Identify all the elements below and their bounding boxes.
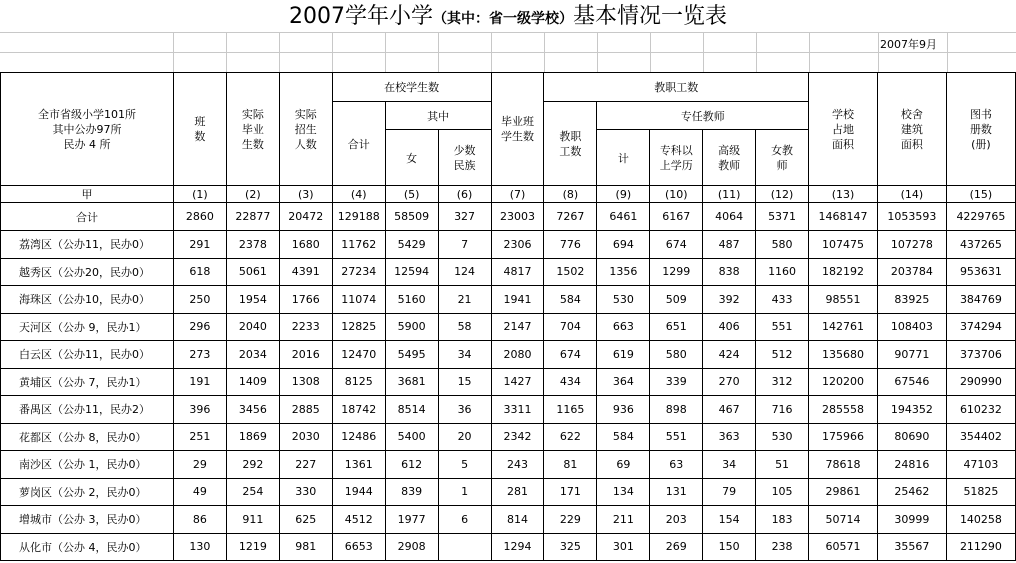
index-cell: (13) <box>809 186 878 203</box>
data-cell: 120200 <box>809 368 878 396</box>
data-cell: 69 <box>597 451 650 479</box>
data-cell: 2030 <box>279 423 332 451</box>
data-cell: 1299 <box>650 258 703 286</box>
data-cell: 105 <box>756 478 809 506</box>
data-cell: 406 <box>703 313 756 341</box>
header-t-senior: 高级教师 <box>703 130 756 186</box>
data-cell: 58509 <box>385 203 438 231</box>
index-cell: (9) <box>597 186 650 203</box>
data-cell: 21 <box>438 286 491 314</box>
desc-line-1: 全市省级小学101所 <box>37 107 136 121</box>
data-cell: 584 <box>597 423 650 451</box>
data-cell: 108403 <box>877 313 946 341</box>
data-cell: 1294 <box>491 533 544 561</box>
data-cell: 364 <box>597 368 650 396</box>
data-cell: 81 <box>544 451 597 479</box>
header-total: 合计 <box>332 102 385 186</box>
data-cell: 182192 <box>809 258 878 286</box>
data-cell: 354402 <box>946 423 1015 451</box>
data-cell: 4817 <box>491 258 544 286</box>
data-cell: 78618 <box>809 451 878 479</box>
data-cell: 4229765 <box>946 203 1015 231</box>
data-cell: 2306 <box>491 231 544 259</box>
data-cell: 238 <box>756 533 809 561</box>
data-cell: 651 <box>650 313 703 341</box>
data-cell: 1 <box>438 478 491 506</box>
data-cell: 1160 <box>756 258 809 286</box>
data-cell: 79 <box>703 478 756 506</box>
data-cell: 35567 <box>877 533 946 561</box>
data-cell: 467 <box>703 396 756 424</box>
data-cell: 27234 <box>332 258 385 286</box>
data-cell: 1356 <box>597 258 650 286</box>
data-cell: 610232 <box>946 396 1015 424</box>
data-cell: 98551 <box>809 286 878 314</box>
data-cell: 6461 <box>597 203 650 231</box>
data-cell: 15 <box>438 368 491 396</box>
data-cell: 392 <box>703 286 756 314</box>
data-cell: 140258 <box>946 506 1015 534</box>
data-cell: 80690 <box>877 423 946 451</box>
header-t-college: 专科以上学历 <box>650 130 703 186</box>
data-cell: 2233 <box>279 313 332 341</box>
data-cell: 6 <box>438 506 491 534</box>
data-cell: 487 <box>703 231 756 259</box>
header-t-female: 女教师 <box>756 130 809 186</box>
data-cell: 584 <box>544 286 597 314</box>
header-t-total: 计 <box>597 130 650 186</box>
index-cell: (10) <box>650 186 703 203</box>
data-cell: 1502 <box>544 258 597 286</box>
data-cell: 34 <box>703 451 756 479</box>
data-cell: 704 <box>544 313 597 341</box>
header-books: 图书册数(册) <box>946 73 1015 186</box>
data-cell: 285558 <box>809 396 878 424</box>
data-cell: 612 <box>385 451 438 479</box>
data-cell: 1053593 <box>877 203 946 231</box>
report-date: 2007年9月 <box>880 38 937 51</box>
data-cell: 2342 <box>491 423 544 451</box>
data-cell: 694 <box>597 231 650 259</box>
data-cell: 296 <box>173 313 226 341</box>
data-cell: 130 <box>173 533 226 561</box>
data-cell: 211290 <box>946 533 1015 561</box>
data-cell: 373706 <box>946 341 1015 369</box>
data-cell: 67546 <box>877 368 946 396</box>
data-cell: 12825 <box>332 313 385 341</box>
data-cell: 131 <box>650 478 703 506</box>
data-cell: 339 <box>650 368 703 396</box>
data-cell: 12470 <box>332 341 385 369</box>
table-row <box>1 478 1016 506</box>
data-cell: 776 <box>544 231 597 259</box>
data-cell: 4512 <box>332 506 385 534</box>
table-row <box>1 396 1016 424</box>
data-cell: 63 <box>650 451 703 479</box>
data-cell: 384769 <box>946 286 1015 314</box>
data-cell: 25462 <box>877 478 946 506</box>
data-cell: 2378 <box>226 231 279 259</box>
data-cell: 1954 <box>226 286 279 314</box>
row-label: 番禺区（公办11，民办2） <box>1 396 174 424</box>
index-cell: (2) <box>226 186 279 203</box>
data-cell: 51825 <box>946 478 1015 506</box>
row-label: 海珠区（公办10，民办0） <box>1 286 174 314</box>
data-cell: 154 <box>703 506 756 534</box>
data-cell: 1165 <box>544 396 597 424</box>
table-row <box>1 341 1016 369</box>
data-cell: 229 <box>544 506 597 534</box>
data-cell: 29 <box>173 451 226 479</box>
data-cell: 211 <box>597 506 650 534</box>
index-cell: (6) <box>438 186 491 203</box>
table-row <box>1 286 1016 314</box>
data-cell: 301 <box>597 533 650 561</box>
data-cell: 49 <box>173 478 226 506</box>
data-cell: 22877 <box>226 203 279 231</box>
data-cell: 530 <box>756 423 809 451</box>
data-cell: 142761 <box>809 313 878 341</box>
data-cell: 396 <box>173 396 226 424</box>
data-cell: 254 <box>226 478 279 506</box>
data-cell: 34 <box>438 341 491 369</box>
row-label: 黄埔区（公办 7，民办1） <box>1 368 174 396</box>
data-cell: 270 <box>703 368 756 396</box>
sheet-title <box>0 0 1016 32</box>
data-cell: 203784 <box>877 258 946 286</box>
data-cell: 1219 <box>226 533 279 561</box>
data-cell: 36 <box>438 396 491 424</box>
header-teachers-group: 专任教师 <box>597 102 809 130</box>
data-cell: 1409 <box>226 368 279 396</box>
data-cell: 838 <box>703 258 756 286</box>
data-cell: 58 <box>438 313 491 341</box>
data-cell: 90771 <box>877 341 946 369</box>
data-cell: 580 <box>650 341 703 369</box>
data-cell: 194352 <box>877 396 946 424</box>
data-cell: 290990 <box>946 368 1015 396</box>
data-cell: 5400 <box>385 423 438 451</box>
index-cell: (11) <box>703 186 756 203</box>
data-cell: 5371 <box>756 203 809 231</box>
index-cell: (5) <box>385 186 438 203</box>
data-cell: 3456 <box>226 396 279 424</box>
data-cell: 11074 <box>332 286 385 314</box>
data-cell: 3311 <box>491 396 544 424</box>
data-cell: 129188 <box>332 203 385 231</box>
data-cell: 327 <box>438 203 491 231</box>
title-main-b: 基本情况一览表 <box>572 4 727 29</box>
data-cell: 47103 <box>946 451 1015 479</box>
data-cell: 312 <box>756 368 809 396</box>
data-cell: 424 <box>703 341 756 369</box>
total-row <box>1 203 1016 231</box>
data-cell: 20472 <box>279 203 332 231</box>
data-cell: 24816 <box>877 451 946 479</box>
data-cell: 273 <box>173 341 226 369</box>
data-cell: 60571 <box>809 533 878 561</box>
table-row <box>1 231 1016 259</box>
data-cell: 663 <box>597 313 650 341</box>
data-cell: 20 <box>438 423 491 451</box>
data-cell: 175966 <box>809 423 878 451</box>
table-row <box>1 451 1016 479</box>
data-cell: 30999 <box>877 506 946 534</box>
data-cell: 7267 <box>544 203 597 231</box>
data-cell: 250 <box>173 286 226 314</box>
data-cell: 2040 <box>226 313 279 341</box>
data-cell: 4391 <box>279 258 332 286</box>
data-cell: 11762 <box>332 231 385 259</box>
data-cell: 183 <box>756 506 809 534</box>
header-staff-group: 教职工数 <box>544 73 809 102</box>
data-cell: 3681 <box>385 368 438 396</box>
data-cell: 434 <box>544 368 597 396</box>
index-cell: (3) <box>279 186 332 203</box>
table-row <box>1 368 1016 396</box>
row-label: 荔湾区（公办11，民办0） <box>1 231 174 259</box>
data-cell: 814 <box>491 506 544 534</box>
data-cell: 269 <box>650 533 703 561</box>
data-cell: 2147 <box>491 313 544 341</box>
data-cell: 512 <box>756 341 809 369</box>
index-cell: 甲 <box>1 186 174 203</box>
row-label: 天河区（公办 9，民办1） <box>1 313 174 341</box>
data-cell: 5160 <box>385 286 438 314</box>
data-cell: 281 <box>491 478 544 506</box>
title-main-a: 2007学年小学 <box>288 4 433 29</box>
row-label: 从化市（公办 4，民办0） <box>1 533 174 561</box>
data-cell: 8514 <box>385 396 438 424</box>
data-cell: 291 <box>173 231 226 259</box>
data-cell: 124 <box>438 258 491 286</box>
row-label: 合计 <box>1 203 174 231</box>
data-cell: 5061 <box>226 258 279 286</box>
data-cell: 12594 <box>385 258 438 286</box>
data-cell: 437265 <box>946 231 1015 259</box>
index-cell: (1) <box>173 186 226 203</box>
data-cell: 6653 <box>332 533 385 561</box>
data-cell: 86 <box>173 506 226 534</box>
data-cell: 1941 <box>491 286 544 314</box>
data-cell: 716 <box>756 396 809 424</box>
index-cell: (15) <box>946 186 1015 203</box>
header-building: 校舍建筑面积 <box>877 73 946 186</box>
data-cell: 107475 <box>809 231 878 259</box>
data-cell: 618 <box>173 258 226 286</box>
data-cell: 911 <box>226 506 279 534</box>
data-cell: 2080 <box>491 341 544 369</box>
data-cell: 619 <box>597 341 650 369</box>
index-cell: (12) <box>756 186 809 203</box>
data-cell: 4064 <box>703 203 756 231</box>
header-of-which: 其中 <box>385 102 491 130</box>
data-cell: 374294 <box>946 313 1015 341</box>
data-cell: 50714 <box>809 506 878 534</box>
row-label: 越秀区（公办20，民办0） <box>1 258 174 286</box>
data-cell: 292 <box>226 451 279 479</box>
data-cell: 1869 <box>226 423 279 451</box>
header-description <box>1 73 174 186</box>
desc-line-3: 民办 4 所 <box>63 137 111 151</box>
header-land: 学校占地面积 <box>809 73 878 186</box>
data-cell: 1361 <box>332 451 385 479</box>
data-cell: 5495 <box>385 341 438 369</box>
data-cell: 134 <box>597 478 650 506</box>
header-female: 女 <box>385 130 438 186</box>
data-cell: 83925 <box>877 286 946 314</box>
title-sub: （其中：省一级学校） <box>432 11 573 27</box>
data-cell: 6167 <box>650 203 703 231</box>
data-cell: 2034 <box>226 341 279 369</box>
data-cell: 2860 <box>173 203 226 231</box>
data-cell: 1468147 <box>809 203 878 231</box>
row-label: 增城市（公办 3，民办0） <box>1 506 174 534</box>
header-classes: 班数 <box>173 73 226 186</box>
index-row <box>1 186 1016 203</box>
data-cell: 203 <box>650 506 703 534</box>
data-cell: 625 <box>279 506 332 534</box>
data-cell: 23003 <box>491 203 544 231</box>
data-cell: 509 <box>650 286 703 314</box>
header-minority: 少数民族 <box>438 130 491 186</box>
data-cell: 981 <box>279 533 332 561</box>
header-grads: 实际毕业生数 <box>226 73 279 186</box>
data-cell: 363 <box>703 423 756 451</box>
data-cell: 1944 <box>332 478 385 506</box>
data-cell: 1680 <box>279 231 332 259</box>
data-cell: 1308 <box>279 368 332 396</box>
data-cell: 1427 <box>491 368 544 396</box>
header-students-group: 在校学生数 <box>332 73 491 102</box>
data-cell: 2908 <box>385 533 438 561</box>
data-cell: 251 <box>173 423 226 451</box>
data-cell: 5 <box>438 451 491 479</box>
data-cell: 551 <box>756 313 809 341</box>
data-cell: 953631 <box>946 258 1015 286</box>
data-cell: 51 <box>756 451 809 479</box>
data-table <box>0 72 1016 561</box>
data-cell: 2885 <box>279 396 332 424</box>
data-cell: 622 <box>544 423 597 451</box>
data-cell: 674 <box>544 341 597 369</box>
data-cell: 227 <box>279 451 332 479</box>
index-cell: (7) <box>491 186 544 203</box>
table-row <box>1 506 1016 534</box>
data-cell <box>438 533 491 561</box>
data-cell: 171 <box>544 478 597 506</box>
data-cell: 29861 <box>809 478 878 506</box>
data-cell: 135680 <box>809 341 878 369</box>
data-cell: 1766 <box>279 286 332 314</box>
data-cell: 5900 <box>385 313 438 341</box>
data-cell: 330 <box>279 478 332 506</box>
index-cell: (4) <box>332 186 385 203</box>
data-cell: 150 <box>703 533 756 561</box>
data-cell: 580 <box>756 231 809 259</box>
table-row <box>1 533 1016 561</box>
row-label: 南沙区（公办 1，民办0） <box>1 451 174 479</box>
empty-grid-rows <box>0 32 1016 72</box>
data-cell: 243 <box>491 451 544 479</box>
row-label: 白云区（公办11，民办0） <box>1 341 174 369</box>
index-cell: (14) <box>877 186 946 203</box>
data-cell: 7 <box>438 231 491 259</box>
desc-line-2: 其中公办97所 <box>52 122 122 136</box>
table-row <box>1 313 1016 341</box>
header-staff: 教职工数 <box>544 102 597 186</box>
data-cell: 898 <box>650 396 703 424</box>
data-cell: 325 <box>544 533 597 561</box>
table-row <box>1 258 1016 286</box>
data-cell: 2016 <box>279 341 332 369</box>
data-cell: 191 <box>173 368 226 396</box>
table-row <box>1 423 1016 451</box>
data-cell: 551 <box>650 423 703 451</box>
data-cell: 839 <box>385 478 438 506</box>
data-cell: 107278 <box>877 231 946 259</box>
data-cell: 530 <box>597 286 650 314</box>
data-cell: 12486 <box>332 423 385 451</box>
row-label: 萝岗区（公办 2，民办0） <box>1 478 174 506</box>
data-cell: 1977 <box>385 506 438 534</box>
data-cell: 433 <box>756 286 809 314</box>
data-cell: 936 <box>597 396 650 424</box>
header-grad-class: 毕业班学生数 <box>491 73 544 186</box>
data-cell: 18742 <box>332 396 385 424</box>
index-cell: (8) <box>544 186 597 203</box>
data-cell: 5429 <box>385 231 438 259</box>
data-cell: 674 <box>650 231 703 259</box>
row-label: 花都区（公办 8，民办0） <box>1 423 174 451</box>
data-cell: 8125 <box>332 368 385 396</box>
header-enroll: 实际招生人数 <box>279 73 332 186</box>
